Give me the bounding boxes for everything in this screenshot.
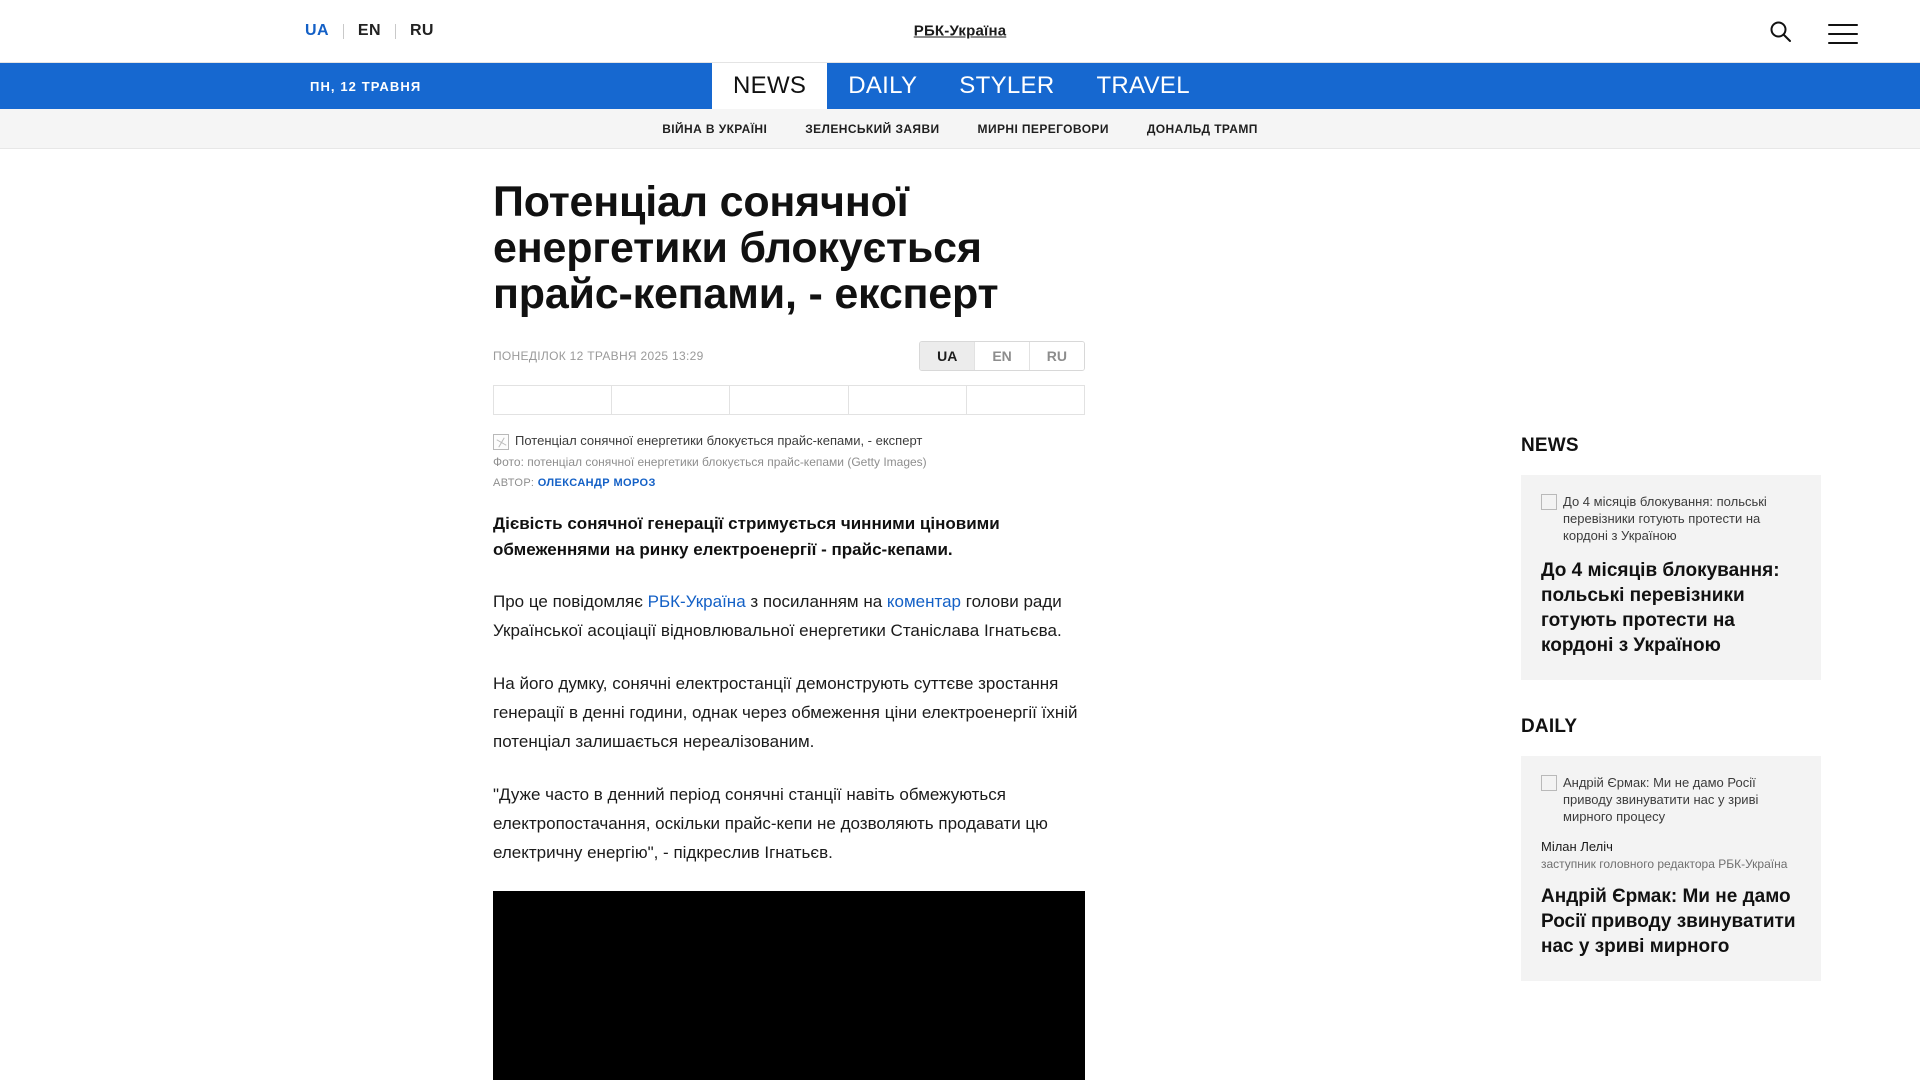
tag-peace-talks[interactable]: МИРНІ ПЕРЕГОВОРИ <box>977 121 1109 136</box>
sidebar-daily-byline-role: заступник головного редактора РБК-Україна <box>1541 857 1788 871</box>
paragraph-text-post: голови ради Української асоціації відновлювальної енергетики Станіслава Ігнатьєва. <box>493 592 1062 640</box>
photo-credit: Фото: потенціал сонячної енергетики блокується прайс-кепами (Getty Images) <box>493 455 927 469</box>
lang-link-ua[interactable]: UA <box>305 22 329 39</box>
video-player[interactable] <box>493 891 1085 1080</box>
tag-zelensky-statements[interactable]: ЗЕЛЕНСЬКИЙ ЗАЯВИ <box>805 121 940 136</box>
link-rbc-ukraine[interactable]: РБК-Україна <box>647 592 746 611</box>
page-title: Потенціал сонячної енергетики блокується прайс-кепами, - експерт <box>493 178 999 318</box>
article <box>493 179 1085 1080</box>
site-logo[interactable]: РБК-Україна <box>913 22 1007 40</box>
share-bar <box>493 385 1085 415</box>
sidebar-news-thumb-alt: До 4 місяців блокування: польські перевізники готують протести на кордоні з Україною <box>1563 494 1767 543</box>
nav-item-styler[interactable]: STYLER <box>959 72 1055 99</box>
link-comment[interactable]: коментар <box>886 592 962 611</box>
article-lang-ua[interactable]: UA <box>920 342 975 370</box>
article-paragraph-source <box>493 587 1085 645</box>
search-icon[interactable] <box>1766 17 1794 45</box>
broken-image-icon <box>493 434 509 450</box>
content-area <box>0 149 1920 1080</box>
sidebar <box>1521 179 1821 1080</box>
sidebar-daily-title[interactable]: Андрій Єрмак: Ми не дамо Росії приводу звинуватити нас у зриві мирного <box>1541 886 1796 957</box>
author-line <box>493 477 1085 489</box>
main-nav-bar <box>0 63 1920 109</box>
publish-date: ПОНЕДІЛОК 12 ТРАВНЯ 2025 13:29 <box>493 349 704 363</box>
top-actions <box>1766 17 1858 45</box>
share-button-1[interactable] <box>494 386 612 414</box>
article-paragraph-opinion: На його думку, сонячні електростанції демонструють суттєве зростання генерації в денні години, однак через обмеження ціни електроенергії їхній потенціал залишається нереалізованим. <box>493 674 1078 751</box>
share-button-2[interactable] <box>612 386 730 414</box>
sidebar-card-news[interactable] <box>1521 475 1821 680</box>
tag-war-in-ukraine[interactable]: ВІЙНА В УКРАЇНІ <box>662 121 768 136</box>
lang-link-en[interactable]: EN <box>357 22 381 39</box>
sidebar-news-thumb <box>1541 493 1801 544</box>
topic-tag-bar <box>0 109 1920 149</box>
sidebar-heading-news: NEWS <box>1521 435 1579 456</box>
sidebar-news-title[interactable]: До 4 місяців блокування: польські перевізники готують протести на кордоні з Україною <box>1541 560 1780 656</box>
article-language-switcher <box>919 341 1085 371</box>
article-meta-row <box>493 341 1085 371</box>
sidebar-daily-thumb <box>1541 774 1801 825</box>
article-lang-ru[interactable]: RU <box>1030 342 1084 370</box>
article-lead: Дієвість сонячної генерації стримується чинними ціновими обмеженнями на ринку електроенергії - прайс-кепами. <box>493 514 1000 559</box>
lang-link-ru[interactable]: RU <box>409 22 434 39</box>
sidebar-daily-thumb-alt: Андрій Єрмак: Ми не дамо Росії приводу звинуватити нас у зриві мирного процесу <box>1563 775 1759 824</box>
nav-item-daily[interactable]: DAILY <box>848 72 918 99</box>
paragraph-text-mid: з посиланням на <box>745 592 887 611</box>
top-bar <box>0 0 1920 63</box>
article-lang-en[interactable]: EN <box>975 342 1029 370</box>
hero-image <box>493 433 1085 450</box>
language-switcher <box>305 23 448 39</box>
author-name-link[interactable]: ОЛЕКСАНДР МОРОЗ <box>537 477 656 489</box>
share-button-5[interactable] <box>967 386 1084 414</box>
hero-image-alt-text: Потенціал сонячної енергетики блокується прайс-кепами, - експерт <box>515 433 923 448</box>
current-date: ПН, 12 ТРАВНЯ <box>310 78 422 94</box>
article-paragraph-quote: "Дуже часто в денний період сонячні станції навіть обмежуються електропостачання, оскільки прайс-кепи не дозволяють продавати цю електричну енергію", - підкреслив Ігнатьєв. <box>493 785 1048 862</box>
broken-image-icon <box>1541 775 1557 791</box>
hamburger-menu-icon[interactable] <box>1828 17 1858 45</box>
share-button-3[interactable] <box>730 386 848 414</box>
nav-item-news[interactable]: NEWS <box>712 63 827 109</box>
main-nav <box>712 63 1211 109</box>
sidebar-heading-daily: DAILY <box>1521 716 1578 737</box>
broken-image-icon <box>1541 494 1557 510</box>
sidebar-daily-byline-name: Мілан Леліч <box>1541 839 1613 854</box>
tag-donald-trump[interactable]: ДОНАЛЬД ТРАМП <box>1146 121 1258 136</box>
paragraph-text-pre: Про це повідомляє <box>493 592 648 611</box>
nav-item-travel[interactable]: TRAVEL <box>1096 72 1190 99</box>
sidebar-card-daily[interactable] <box>1521 756 1821 981</box>
share-button-4[interactable] <box>849 386 967 414</box>
author-label: АВТОР: <box>493 477 535 489</box>
